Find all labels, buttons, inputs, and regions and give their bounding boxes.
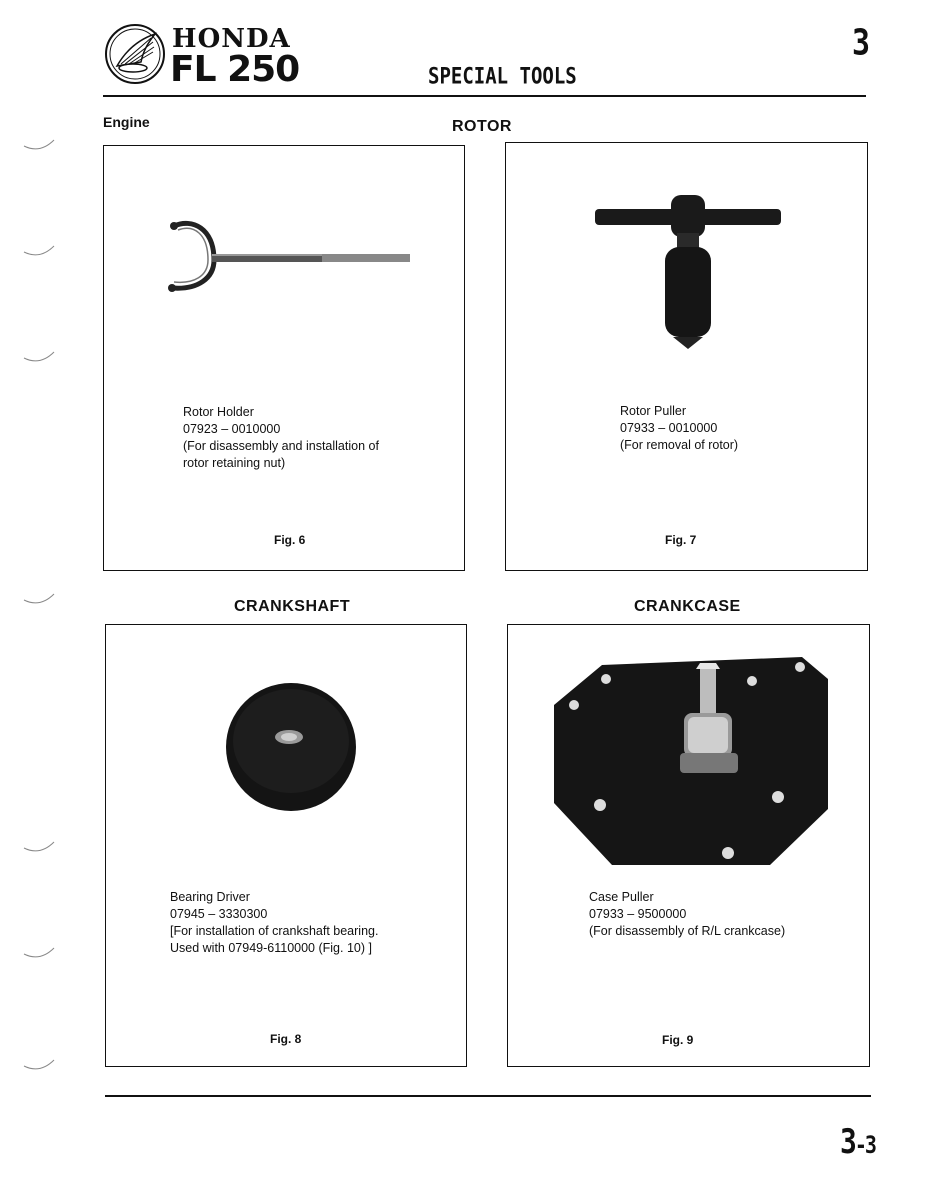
- footer-rule: [105, 1095, 871, 1097]
- page-number-minor: -3: [854, 1130, 875, 1160]
- tool-name: Case Puller: [589, 890, 654, 904]
- scan-mark: [22, 348, 56, 368]
- rotor-holder-icon: [162, 218, 412, 308]
- caption-rotor-puller: [620, 403, 738, 454]
- tool-panel-bearing-driver: [105, 624, 467, 1067]
- rotor-puller-illustration: [593, 193, 783, 353]
- tool-description-line: rotor retaining nut): [183, 456, 286, 470]
- figure-label: Fig. 7: [665, 533, 697, 547]
- part-number: 07945 – 3330300: [170, 907, 268, 921]
- case-puller-icon: [552, 653, 832, 871]
- figure-label: Fig. 9: [662, 1033, 694, 1047]
- tool-name: Rotor Holder: [183, 405, 254, 419]
- scan-mark: [22, 242, 56, 262]
- scan-mark: [22, 838, 56, 858]
- wing-icon: [103, 22, 167, 86]
- rotor-holder-illustration: [162, 218, 412, 308]
- scan-mark: [22, 136, 56, 156]
- scan-mark: [22, 1056, 56, 1076]
- scan-mark: [22, 590, 56, 610]
- tool-description-line: (For disassembly of R/L crankcase): [589, 924, 786, 938]
- subsection-label: Engine: [103, 114, 150, 130]
- tool-description-line: (For removal of rotor): [620, 438, 739, 452]
- tool-name: Rotor Puller: [620, 404, 686, 418]
- section-title: SPECIAL TOOLS: [428, 64, 577, 90]
- model-name: FL 250: [170, 49, 300, 90]
- part-number: 07923 – 0010000: [183, 422, 281, 436]
- page-number: [840, 1122, 875, 1162]
- heading-crankshaft: CRANKSHAFT: [234, 598, 351, 615]
- tool-panel-rotor-holder: [103, 145, 465, 571]
- caption-bearing-driver: [170, 889, 378, 957]
- brand-name: HONDA: [172, 24, 291, 54]
- figure-label: Fig. 8: [270, 1032, 302, 1046]
- tool-description-line: (For disassembly and installation of: [183, 439, 379, 453]
- case-puller-illustration: [552, 653, 832, 871]
- tool-description-line: Used with 07949-6110000 (Fig. 10) ]: [170, 941, 372, 955]
- scan-mark: [22, 944, 56, 964]
- part-number: 07933 – 0010000: [620, 421, 718, 435]
- part-number: 07933 – 9500000: [589, 907, 687, 921]
- header-rule: [103, 95, 866, 97]
- honda-wing-logo: [103, 22, 167, 86]
- caption-case-puller: [589, 889, 785, 940]
- heading-rotor: ROTOR: [452, 118, 512, 135]
- tool-name: Bearing Driver: [170, 890, 250, 904]
- heading-crankcase: CRANKCASE: [634, 598, 741, 615]
- bearing-driver-illustration: [224, 681, 359, 813]
- chapter-number: 3: [852, 22, 871, 64]
- tool-description-line: [For installation of crankshaft bearing.: [170, 924, 379, 938]
- bearing-driver-icon: [224, 681, 359, 813]
- caption-rotor-holder: [183, 404, 379, 472]
- page-number-major: 3: [840, 1122, 855, 1162]
- figure-label: Fig. 6: [274, 533, 306, 547]
- tool-panel-case-puller: [507, 624, 870, 1067]
- tool-panel-rotor-puller: [505, 142, 868, 571]
- rotor-puller-icon: [593, 193, 783, 353]
